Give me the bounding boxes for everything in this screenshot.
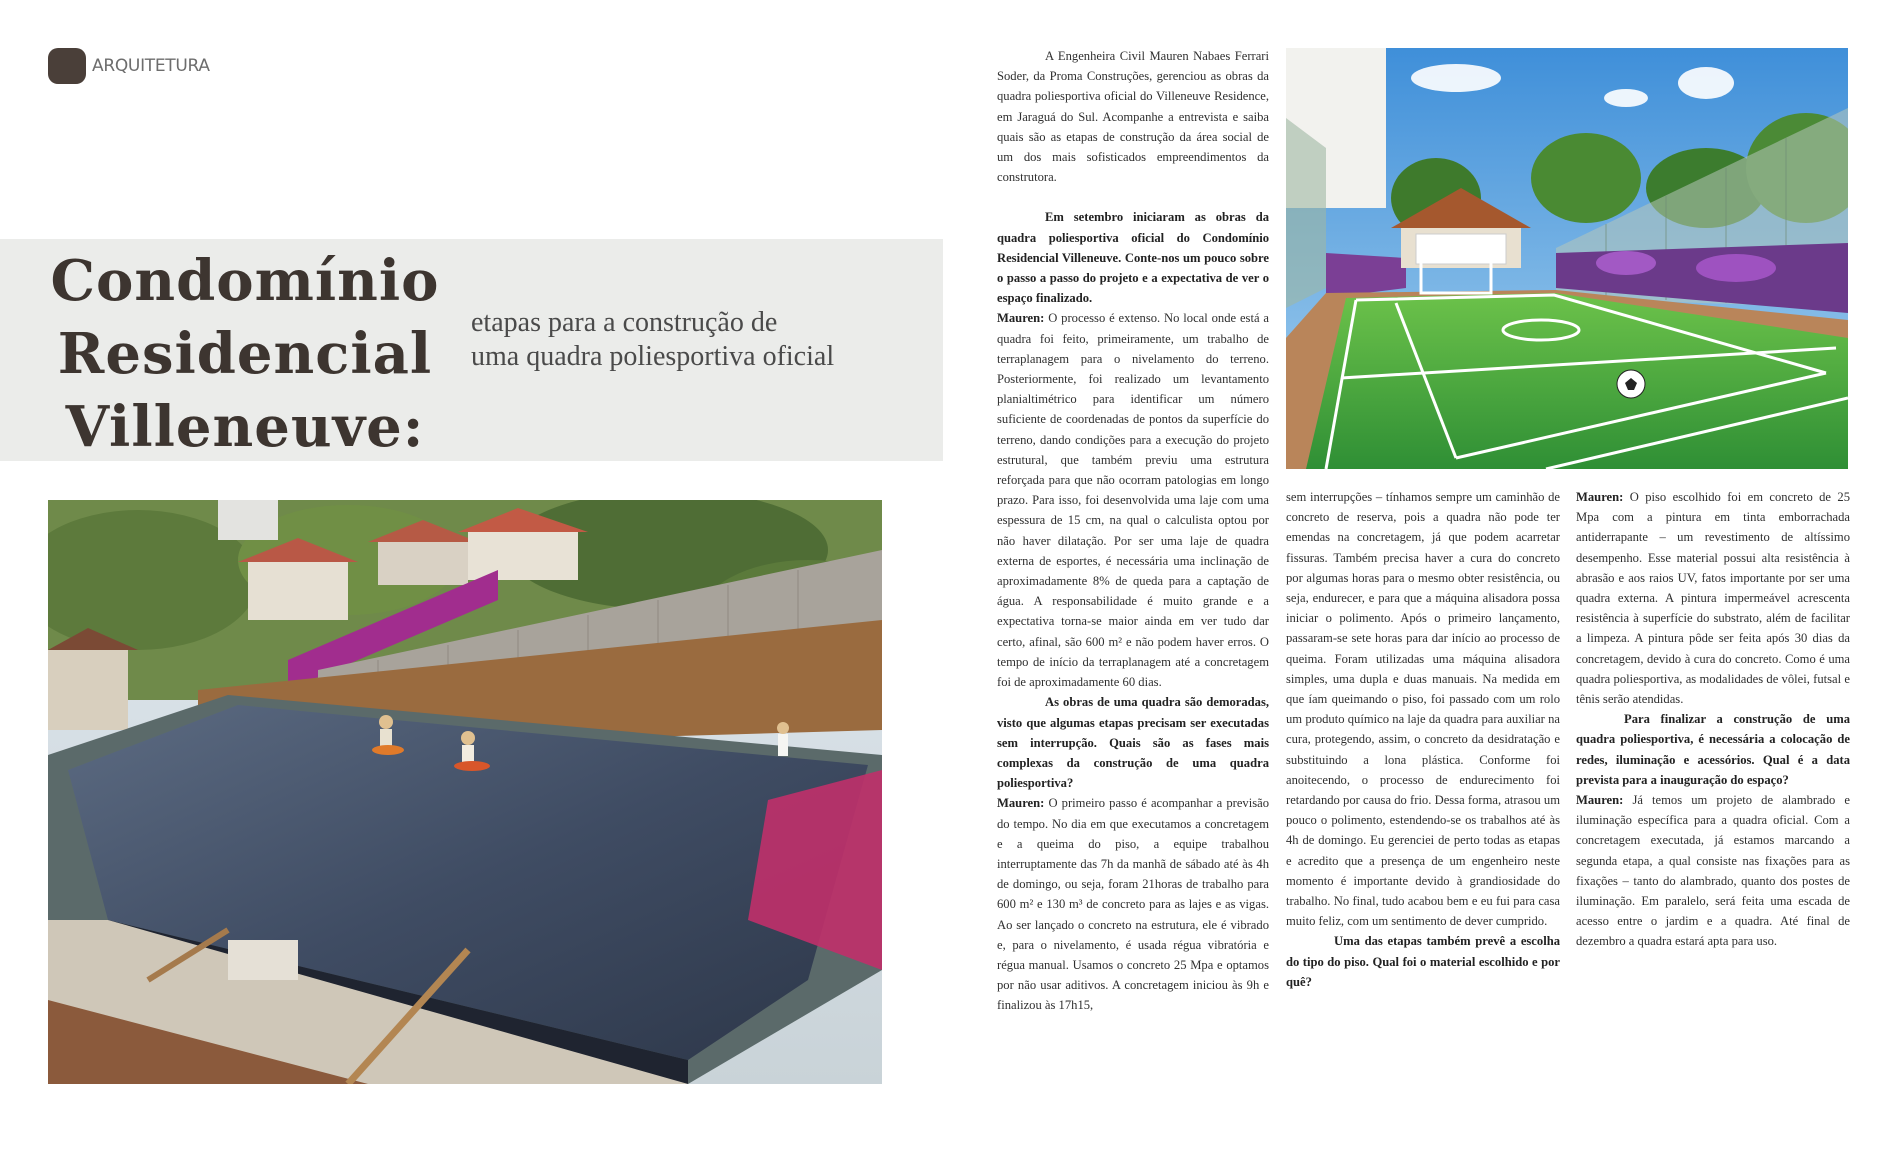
section-marker-icon <box>48 48 86 84</box>
question-1: Em setembro iniciaram as obras da quadra poliesportiva oficial do Condomínio Residencial Villeneuve. Conte-nos um pouco sobre o passo a passo do projeto e a expectativa de ver o espaço finalizado. <box>997 210 1269 306</box>
question-2: As obras de uma quadra são demoradas, visto que algumas etapas precisam ser executadas sem interrupção. Quais são as fases mais complexas da construção de uma quadra poliesportiva? <box>997 695 1269 791</box>
subtitle-line-2: uma quadra poliesportiva oficial <box>471 341 835 372</box>
speaker-label: Mauren: <box>997 796 1045 811</box>
speaker-label: Mauren: <box>1576 490 1624 504</box>
article-column-2 <box>1286 487 1560 992</box>
article-column-3 <box>1576 487 1850 952</box>
title-line-1: Condomínio <box>50 248 440 314</box>
title-line-2: Residencial <box>57 321 433 387</box>
answer-3: Mauren: O piso escolhido foi em concreto de 25 Mpa com a pintura em tinta emborrachada antiderrapante – um revestimento de altíssimo desempenho. Esse material possui alta resistência à abrasão e aos raios UV, fatos importante por ser uma quadra externa. A pintura impermeável acrescenta resistência à superfície do substrato, além de facilitar a limpeza. A pintura pôde ser feita após 30 dias da concretagem, devido à cura do concreto. Como é uma quadra poliesportiva, as modalidades de vôlei, futsal e tênis serão atendidas. <box>1576 490 1850 707</box>
court-rendering <box>1286 48 1848 469</box>
section-tag <box>48 48 210 84</box>
answer-1: Mauren: O processo é extenso. No local onde está a quadra foi feito, primeiramente, um trabalho de terraplanagem para o nivelamento do terreno. Posteriormente, foi realizado um levantamento planialtimétrico para identificar um número suficiente de coordenadas de pontos da superfície do terreno, dando condições para a execução do projeto estrutural, que também previu uma estrutura reforçada para que não ocorram patologias em longo prazo. Para isso, foi desenvolvida uma laje com uma espessura de 15 cm, na qual o calculista optou por não haver dilatação. Por ser uma laje de quadra externa de esportes, é necessária uma inclinação de aproximadamente 8% de queda para a captação de água. A responsabilidade é muito grande e a expectativa torna-se maior ainda em ver tudo dar certo, afinal, são 600 m² e não podem haver erros. O tempo de início da terraplanagem até a concretagem foi de aproximadamente 60 dias. <box>997 311 1269 690</box>
answer-2-continued: sem interrupções – tínhamos sempre um caminhão de concreto de reserva, pois a quadra não pode ter emendas na concretagem, já que podem acarretar fissuras. Também precisa haver a cura do concreto por algumas horas para o mesmo obter resistência, ou seja, endurecer, e para que a máquina alisadora possa iniciar o polimento. Após o primeiro lançamento, passaram-se sete horas para dar início ao processo de queima. Foram utilizadas uma máquina alisadora simples, uma dupla e duas manuais. Na medida em que íam queimando o piso, foi passado com um rolo um produto químico na laje da quadra para auxiliar na cura, protegendo, assim, o concreto da desidratação e substituindo a lona plástica. Conforme foi anoitecendo, o processo de endurecimento foi retardando por causa do frio. Dessa forma, atrasou um pouco o polimento, estendendo-se os trabalhos até às 4h de domingo. Eu gerenciei de perto todas as etapas e acredito que a presença de um engenheiro neste momento é importante devido à grandiosidade do trabalho. No final, tudo acabou bem e eu fui para casa muito feliz, com um sentimento de dever cumprido. <box>1286 490 1560 929</box>
title-line-3: Villeneuve: <box>65 394 425 460</box>
question-4: Para finalizar a construção de uma quadra poliesportiva, é necessária a colocação de redes, iluminação e acessórios. Qual é a data prevista para a inauguração do espaço? <box>1576 712 1850 787</box>
subtitle-line-1: etapas para a construção de <box>471 307 778 338</box>
article-intro: A Engenheira Civil Mauren Nabaes Ferrari Soder, da Proma Construções, gerenciou as obras da quadra poliesportiva oficial do Villeneuve Residence, em Jaraguá do Sul. Acompanhe a entrevista e saiba quais são as etapas de construção da área social de um dos mais sofisticados empreendimentos da construtora. <box>997 49 1269 185</box>
speaker-label: Mauren: <box>1576 793 1624 808</box>
speaker-label: Mauren: <box>997 311 1045 326</box>
article-column-1 <box>997 46 1269 1016</box>
construction-photo <box>48 500 882 1084</box>
subtitle <box>471 306 891 374</box>
page-title <box>50 245 440 464</box>
answer-2: Mauren: O primeiro passo é acompanhar a previsão do tempo. No dia em que executamos a concretagem e a queima do piso, a equipe trabalhou interruptamente das 7h da manhã de sábado até às 4h de domingo, ou seja, foram 21horas de trabalho para 600 m² e 130 m³ de concreto para as lajes e as vigas. Ao ser lançado o concreto na estrutura, ele é vibrado e, para o nivelamento, é usada régua vibratória e régua manual. Usamos o concreto 25 Mpa e optamos por não usar aditivos. A concretagem iniciou às 9h e finalizou às 17h15, <box>997 796 1269 1013</box>
section-label: ARQUITETURA <box>92 56 210 76</box>
answer-4: Mauren: Já temos um projeto de alambrado e iluminação específica para a quadra oficial. Com a concretagem executada, já estamos marcando a segunda etapa, a qual consiste nas fixações para as fixações – tanto do alambrado, quanto dos postes de iluminação. Em paralelo, será feita uma escada de acesso entre o jardim e a quadra. Até final de dezembro a quadra estará apta para uso. <box>1576 793 1850 949</box>
question-3: Uma das etapas também prevê a escolha do tipo do piso. Qual foi o material escolhido e por quê? <box>1286 934 1560 989</box>
